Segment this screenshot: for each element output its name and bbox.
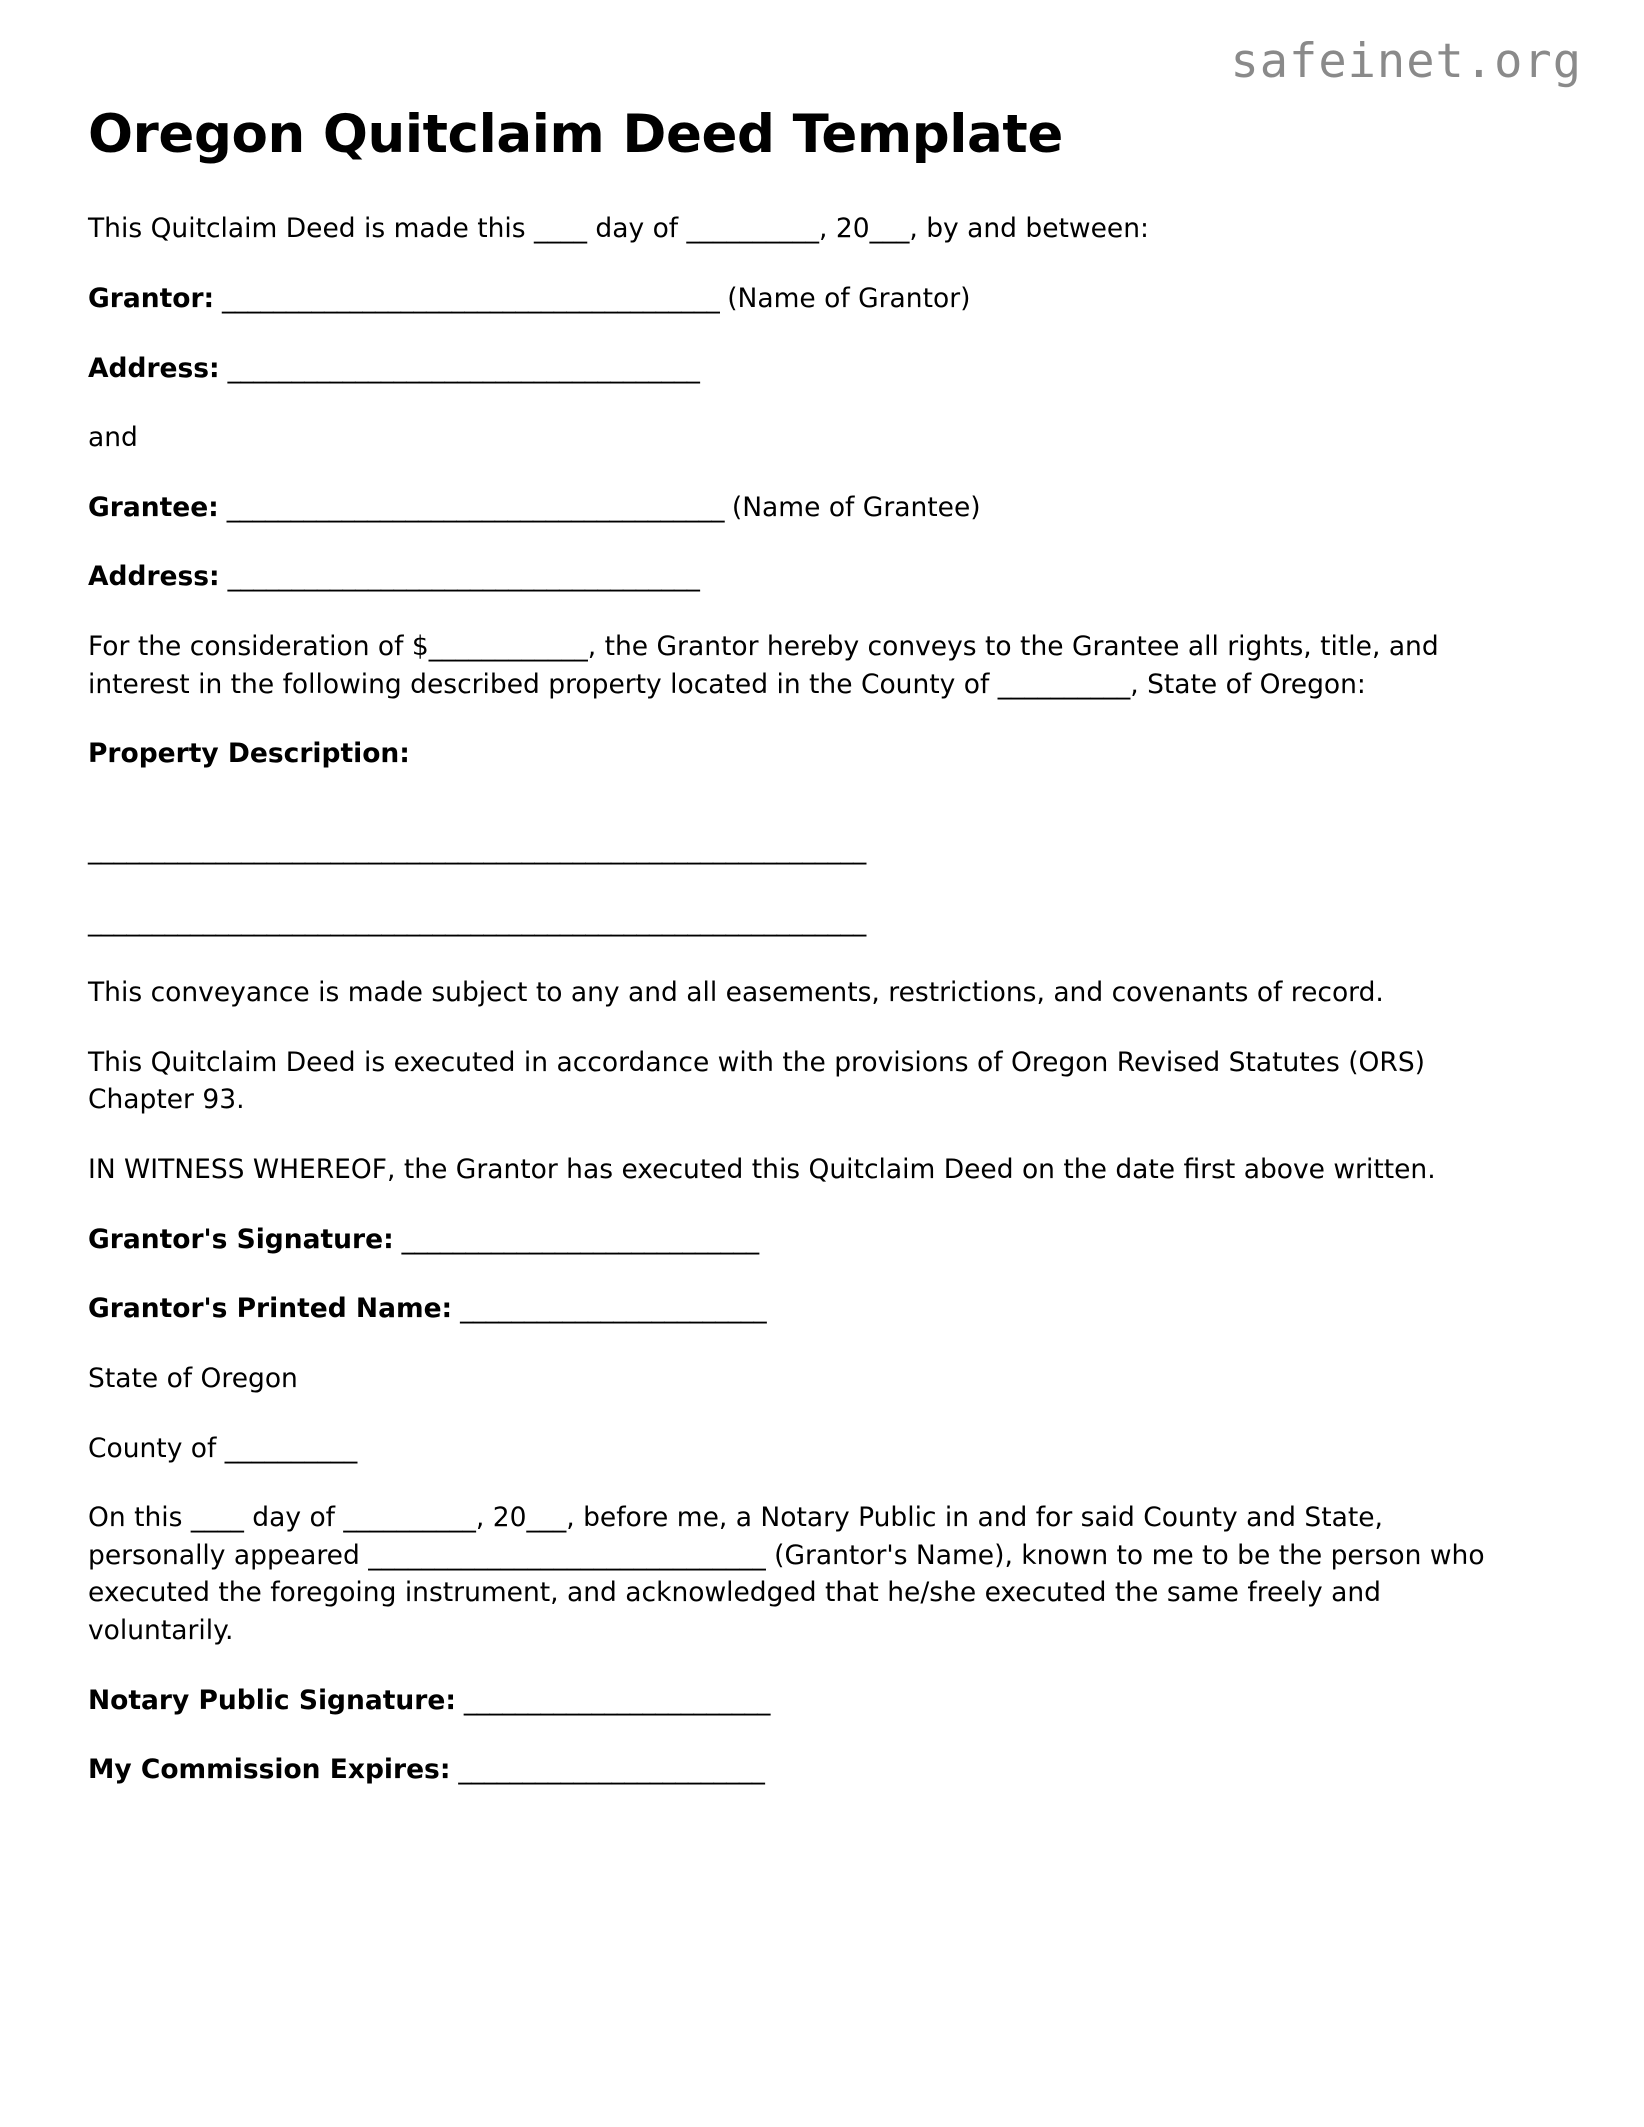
grantor-address-label: Address: (88, 352, 220, 384)
property-blank-line-2[interactable]: _____________________________________________________________ (88, 905, 866, 937)
grantor-line (88, 280, 1518, 318)
grantee-address-blank[interactable]: _____________________________________ (219, 561, 700, 593)
grantor-printed-name-line (88, 1290, 1518, 1328)
intro-paragraph (88, 210, 1518, 248)
document-content (88, 105, 1548, 1821)
county-text[interactable]: County of __________ (88, 1432, 358, 1464)
grantor-address-blank[interactable]: _____________________________________ (219, 352, 700, 384)
and-text: and (88, 422, 138, 454)
witness-text: IN WITNESS WHEREOF, the Grantor has executed this Quitclaim Deed on the date first above written. (88, 1154, 1436, 1186)
notary-signature-label: Notary Public Signature: (88, 1684, 456, 1716)
spacer (88, 805, 1548, 831)
grantee-address-line (88, 558, 1518, 596)
conveyance-paragraph (88, 974, 1518, 1012)
and-connector (88, 419, 1518, 457)
grantee-line (88, 489, 1518, 527)
grantee-label: Grantee: (88, 491, 219, 523)
commission-expires-line (88, 1751, 1518, 1789)
grantor-signature-label: Grantor's Signature: (88, 1223, 394, 1255)
grantee-hint: (Name of Grantee) (731, 491, 981, 523)
grantor-blank[interactable]: _______________________________________ (214, 282, 728, 314)
consideration-paragraph (88, 628, 1518, 703)
notary-acknowledgment-paragraph (88, 1499, 1518, 1650)
grantor-printed-name-label: Grantor's Printed Name: (88, 1293, 453, 1325)
state-text: State of Oregon (88, 1362, 298, 1394)
grantor-signature-blank[interactable]: ____________________________ (393, 1223, 759, 1255)
statute-text: This Quitclaim Deed is executed in accordance with the provisions of Oregon Revised Statutes (ORS) Chapter 93. (88, 1046, 1425, 1116)
grantor-signature-line (88, 1221, 1518, 1259)
property-description-label: Property Description: (88, 738, 410, 770)
notary-signature-blank[interactable]: ________________________ (455, 1684, 770, 1716)
notary-acknowledgment-text: On this ____ day of __________, 20___, before me, a Notary Public in and for said County and State, personally appeared ______________________________ (Grantor's Name), known to me to be the person who executed the foregoing instrument, and acknowledged that he/she executed the same freely and voluntarily. (88, 1502, 1485, 1647)
grantor-hint: (Name of Grantor) (727, 282, 971, 314)
statute-paragraph (88, 1044, 1518, 1119)
commission-expires-label: My Commission Expires: (88, 1754, 451, 1786)
witness-paragraph (88, 1151, 1518, 1189)
consideration-text: For the consideration of $____________, the Grantor hereby conveys to the Grantee all rights, title, and interest in the following described property located in the County of __________, State of Oregon: (88, 631, 1439, 700)
grantor-printed-name-blank[interactable]: ________________________ (452, 1293, 767, 1325)
page-title: Oregon Quitclaim Deed Template (88, 104, 1063, 165)
notary-signature-line (88, 1682, 1518, 1720)
intro-text: This Quitclaim Deed is made this ____ day of __________, 20___, by and between: (88, 213, 1149, 245)
grantor-address-line (88, 350, 1518, 388)
property-description-heading (88, 735, 1518, 773)
county-line (88, 1430, 1518, 1468)
property-blank-line-1[interactable]: _____________________________________________________________ (88, 833, 866, 865)
site-watermark: safeinet.org (1230, 34, 1582, 89)
conveyance-text: This conveyance is made subject to any and all easements, restrictions, and covenants of record. (88, 977, 1384, 1009)
grantee-address-label: Address: (88, 561, 220, 593)
grantee-blank[interactable]: _______________________________________ (218, 491, 732, 523)
grantor-label: Grantor: (88, 282, 215, 314)
state-line (88, 1360, 1518, 1398)
commission-expires-blank[interactable]: ________________________ (450, 1754, 765, 1786)
